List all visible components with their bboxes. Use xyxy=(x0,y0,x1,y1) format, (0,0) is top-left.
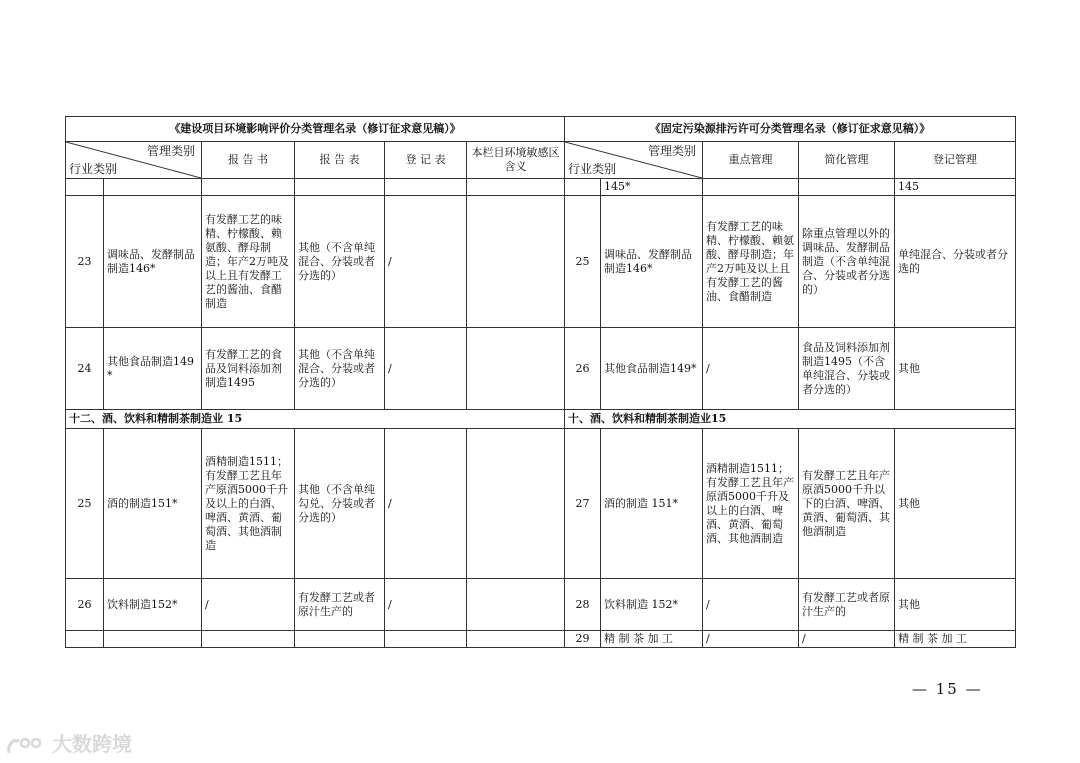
industry-cell: 酒的制造151* xyxy=(104,429,202,579)
industry-cell: 饮料制造152* xyxy=(104,579,202,631)
register-cell: / xyxy=(385,579,467,631)
col-sensitive-area: 本栏目环境敏感区含义 xyxy=(467,142,565,179)
key-mgmt-cell: / xyxy=(703,631,799,648)
industry-cell: 调味品、发酵制品制造146* xyxy=(601,196,703,328)
table-row xyxy=(66,196,1016,328)
industry-cell: 饮料制造 152* xyxy=(601,579,703,631)
left-diagonal-header xyxy=(66,142,202,179)
watermark-text: 大数跨境 xyxy=(51,732,132,756)
industry-cell: 酒的制造 151* xyxy=(601,429,703,579)
row-number: 29 xyxy=(565,631,601,648)
key-mgmt-cell: 酒精制造1511；有发酵工艺且年产原酒5000千升及以上的白酒、啤酒、黄酒、葡萄酒、其他酒制造 xyxy=(703,429,799,579)
simple-mgmt-cell: / xyxy=(799,631,895,648)
register-mgmt-cell: 其他 xyxy=(895,579,1016,631)
row-number: 23 xyxy=(66,196,104,328)
cont-register: 145 xyxy=(895,179,1016,196)
register-mgmt-cell: 其他 xyxy=(895,328,1016,410)
right-industry-label: 行业类别 xyxy=(568,162,617,176)
register-cell: / xyxy=(385,429,467,579)
report-form-cell: 有发酵工艺或者原汁生产的 xyxy=(295,579,385,631)
report-book-cell: 有发酵工艺的味精、柠檬酸、赖氨酸、酵母制造；年产2万吨及以上且有发酵工艺的酱油、食醋制造 xyxy=(202,196,295,328)
row-number: 24 xyxy=(66,328,104,410)
sensitive-cell xyxy=(467,196,565,328)
col-register-mgmt: 登记管理 xyxy=(895,142,1016,179)
report-form-cell: 其他（不含单纯混合、分装或者分选的） xyxy=(295,328,385,410)
page-number: — 15 — xyxy=(912,680,983,698)
section-row xyxy=(66,410,1016,429)
sensitive-cell xyxy=(467,579,565,631)
simple-mgmt-cell: 有发酵工艺或者原汁生产的 xyxy=(799,579,895,631)
cont-industry: 145* xyxy=(601,179,703,196)
col-report-form: 报 告 表 xyxy=(295,142,385,179)
register-cell: / xyxy=(385,328,467,410)
right-section-heading: 十、酒、饮料和精制茶制造业15 xyxy=(565,410,1016,429)
row-number: 26 xyxy=(66,579,104,631)
industry-cell: 精 制 茶 加 工 xyxy=(601,631,703,648)
register-mgmt-cell: 精 制 茶 加 工 xyxy=(895,631,1016,648)
simple-mgmt-cell: 除重点管理以外的调味品、发酵制品制造（不含单纯混合、分装或者分选的） xyxy=(799,196,895,328)
register-cell: / xyxy=(385,196,467,328)
table-row xyxy=(66,179,1016,196)
report-book-cell: / xyxy=(202,579,295,631)
row-number: 25 xyxy=(565,196,601,328)
col-key-mgmt: 重点管理 xyxy=(703,142,799,179)
key-mgmt-cell: / xyxy=(703,579,799,631)
register-mgmt-cell: 其他 xyxy=(895,429,1016,579)
row-number: 26 xyxy=(565,328,601,410)
left-section-heading: 十二、酒、饮料和精制茶制造业 15 xyxy=(66,410,565,429)
left-industry-label: 行业类别 xyxy=(69,162,118,176)
col-simple-mgmt: 简化管理 xyxy=(799,142,895,179)
key-mgmt-cell: / xyxy=(703,328,799,410)
left-mgmt-label: 管理类别 xyxy=(146,144,195,158)
watermark-logo-icon xyxy=(5,735,45,757)
row-number: 27 xyxy=(565,429,601,579)
right-mgmt-label: 管理类别 xyxy=(647,144,696,158)
register-mgmt-cell: 单纯混合、分装或者分选的 xyxy=(895,196,1016,328)
simple-mgmt-cell: 有发酵工艺且年产原酒5000千升以下的白酒、啤酒、黄酒、葡萄酒、其他酒制造 xyxy=(799,429,895,579)
left-title: 《建设项目环境影响评价分类管理名录（修订征求意见稿）》 xyxy=(66,117,565,142)
row-number: 28 xyxy=(565,579,601,631)
right-title: 《固定污染源排污许可分类管理名录（修订征求意见稿）》 xyxy=(565,117,1016,142)
col-report-book: 报 告 书 xyxy=(202,142,295,179)
sensitive-cell xyxy=(467,328,565,410)
table-row xyxy=(66,429,1016,579)
classification-table xyxy=(65,116,1016,648)
key-mgmt-cell: 有发酵工艺的味精、柠檬酸、赖氨酸、酵母制造；年产2万吨及以上且有发酵工艺的酱油、食醋制造 xyxy=(703,196,799,328)
simple-mgmt-cell: 食品及饲料添加剂制造1495（不含单纯混合、分装或者分选的） xyxy=(799,328,895,410)
industry-cell: 其他食品制造149* xyxy=(104,328,202,410)
row-number: 25 xyxy=(66,429,104,579)
report-book-cell: 有发酵工艺的食品及饲料添加剂制造1495 xyxy=(202,328,295,410)
sensitive-cell xyxy=(467,429,565,579)
report-form-cell: 其他（不含单纯混合、分装或者分选的） xyxy=(295,196,385,328)
watermark xyxy=(5,728,132,757)
industry-cell: 其他食品制造149* xyxy=(601,328,703,410)
right-diagonal-header xyxy=(565,142,703,179)
report-book-cell: 酒精制造1511；有发酵工艺且年产原酒5000千升及以上的白酒、啤酒、黄酒、葡萄酒、其他酒制造 xyxy=(202,429,295,579)
report-form-cell: 其他（不含单纯勾兑、分装或者分选的） xyxy=(295,429,385,579)
table-row xyxy=(66,328,1016,410)
table-row xyxy=(66,631,1016,648)
industry-cell: 调味品、发酵制品制造146* xyxy=(104,196,202,328)
col-register-form: 登 记 表 xyxy=(385,142,467,179)
table-row xyxy=(66,579,1016,631)
